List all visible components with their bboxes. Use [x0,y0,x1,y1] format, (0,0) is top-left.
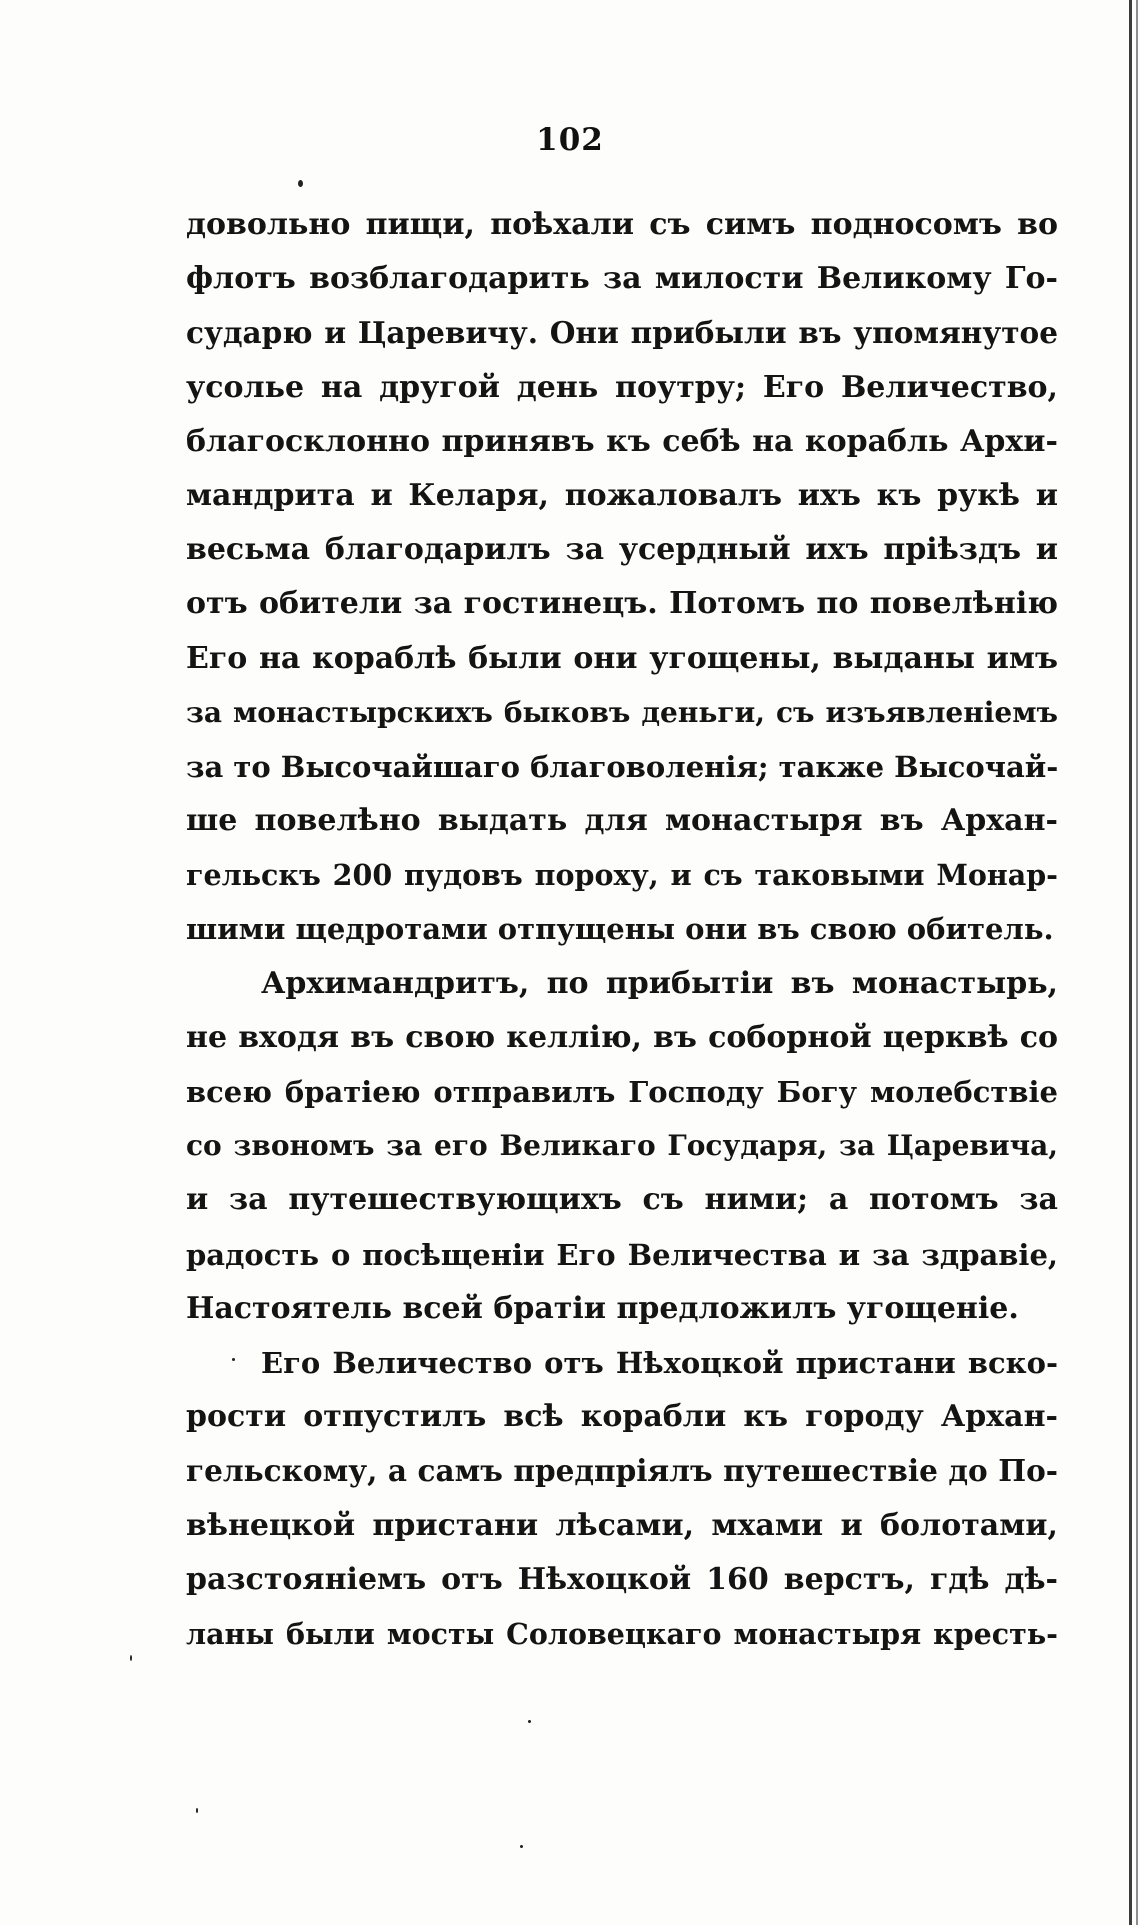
scan-speck [528,1720,531,1723]
text-line: гельскому, а самъ предпріялъ путешествіе до По- [186,1453,1058,1489]
text-line: шими щедротами отпущены они въ свою обитель. [186,912,1054,947]
page-number: 102 [536,122,604,158]
text-line: флотъ возблагодарить за милости Великому Го- [186,261,1058,297]
text-line: рости отпустилъ всѣ корабли къ городу Архан- [186,1399,1058,1435]
text-line: со звономъ за его Великаго Государя, за Царевича, [186,1129,1058,1163]
text-line: Его на кораблѣ были они угощены, выданы имъ [186,640,1058,676]
page-edge-line [1136,0,1138,1925]
text-line: за то Высочайшаго благоволенія; также Высочай- [186,749,1059,784]
text-line: Настоятель всей братіи предложилъ угощеніе. [186,1290,1019,1326]
text-line: Архимандритъ, по прибытіи въ монастырь, [261,965,1058,1001]
paragraph-2 [186,957,1058,1336]
text-line: не входя въ свою келлію, въ соборной церквѣ со [186,1019,1058,1055]
text-line: сударю и Царевичу. Они прибыли въ упомянутое [186,315,1058,351]
paragraph-1 [186,198,1058,957]
text-line: благосклонно принявъ къ себѣ на корабль Архи- [186,423,1058,459]
scan-speck [196,1808,198,1813]
text-line: довольно пищи, поѣхали съ симъ подносомъ во [186,207,1058,242]
scan-speck [232,1358,235,1361]
scan-speck [130,1655,132,1661]
text-line: и за путешествующихъ съ ними; а потомъ за [186,1182,1058,1218]
text-line: ланы были мосты Соловецкаго монастыря кресть- [186,1616,1058,1651]
text-line: радость о посѣщеніи Его Величества и за здравіе, [186,1237,1058,1272]
text-line: за монастырскихъ быковъ деньги, съ изъявленіемъ [186,695,1058,729]
scan-speck [520,1845,523,1848]
scan-speck [298,180,303,187]
text-line: мандрита и Келаря, пожаловалъ ихъ къ рукѣ и [186,477,1058,513]
text-line: вѣнецкой пристани лѣсами, мхами и болотами, [186,1507,1058,1543]
text-line: усолье на другой день поутру; Его Величество, [186,369,1058,405]
page-edge-shadow [1129,0,1132,1925]
body-text [186,198,1058,1661]
text-line: отъ обители за гостинецъ. Потомъ по повелѣнію [186,586,1058,622]
text-line: ше повелѣно выдать для монастыря въ Архан- [186,803,1058,839]
text-line: весьма благодарилъ за усердный ихъ пріѣздъ и [186,532,1058,568]
text-line: гельскъ 200 пудовъ пороху, и съ таковыми Монар- [186,858,1058,893]
text-line: разстояніемъ отъ Нѣхоцкой 160 верстъ, гдѣ дѣ- [186,1561,1058,1597]
text-line: всею братіею отправилъ Господу Богу молебствіе [186,1075,1058,1109]
paragraph-3 [186,1336,1058,1661]
text-line: Его Величество отъ Нѣхоцкой пристани вско- [261,1345,1058,1380]
